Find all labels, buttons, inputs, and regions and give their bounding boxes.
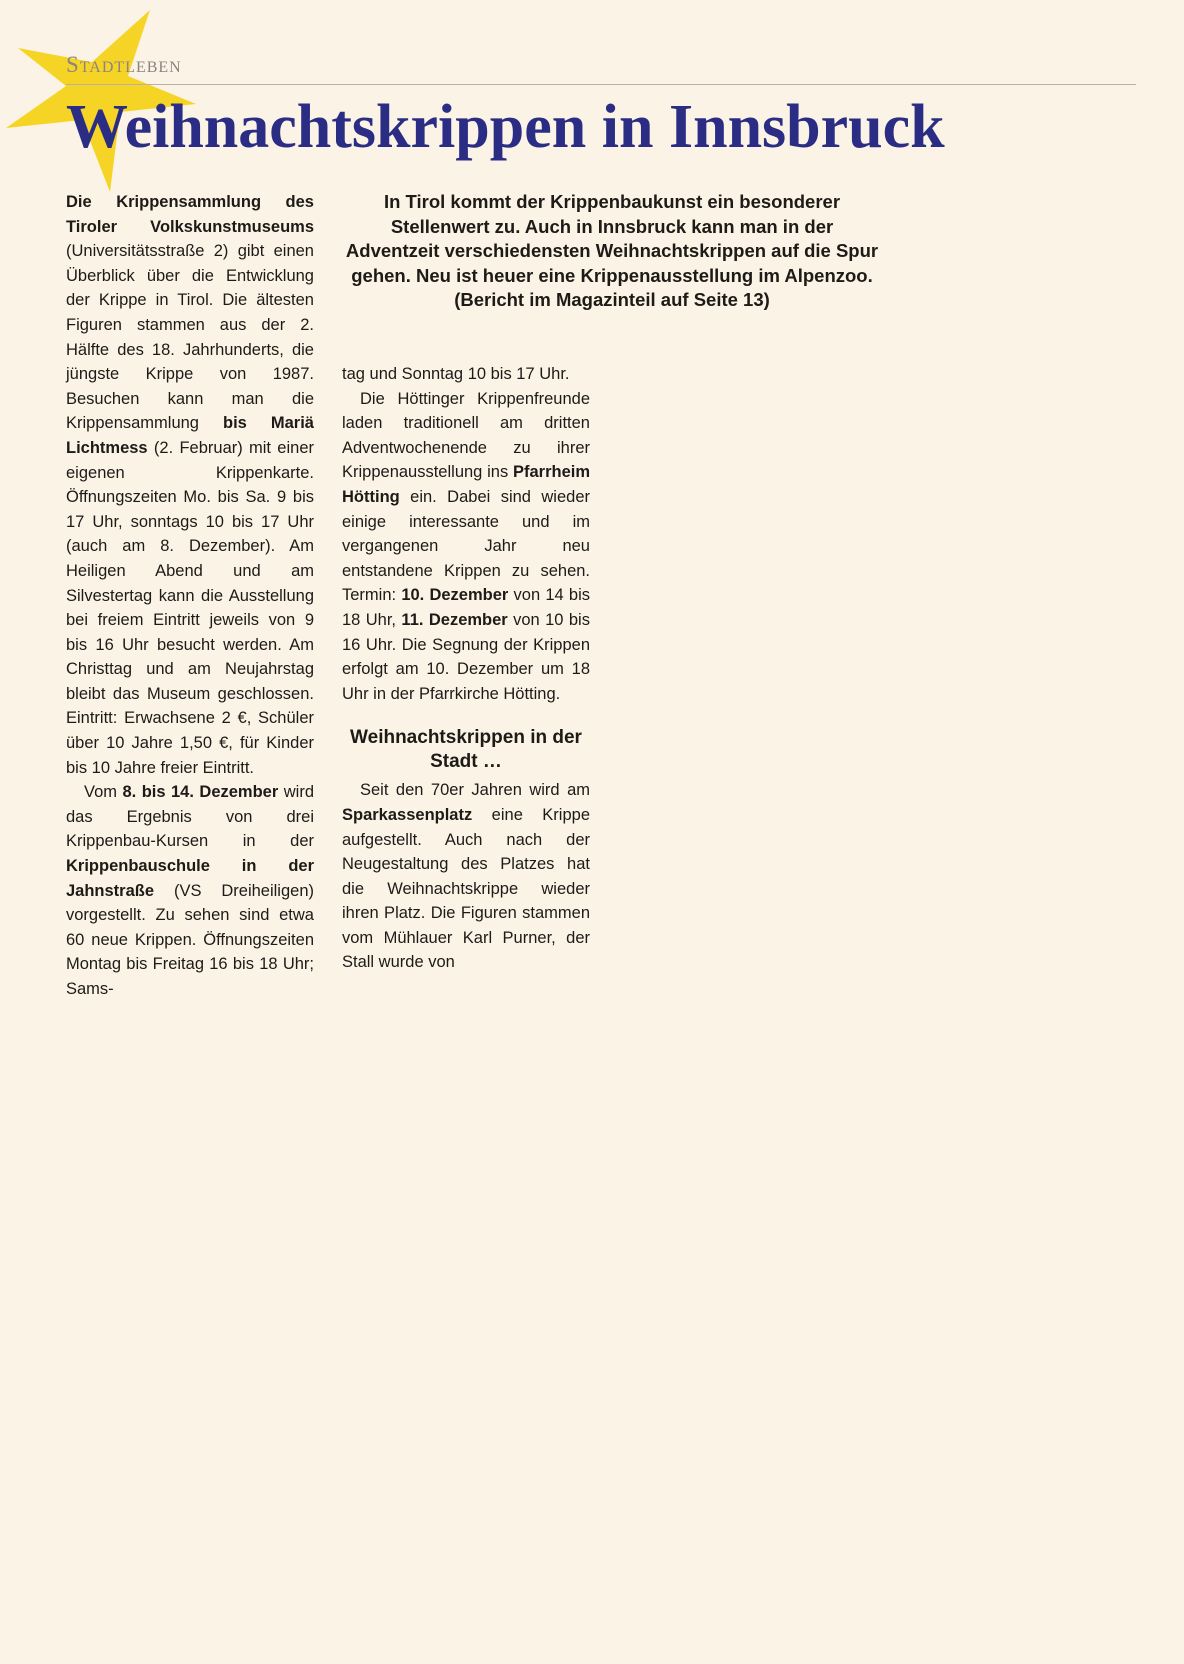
paragraph: Die Krippensammlung des Tiroler Volkskunstmuseums (Universitätsstraße 2) gibt einen Überblick über die Entwicklung der Krippe in Tirol. Die ältesten Figuren stammen aus der 2. Hälfte des 18. Jahrhunderts, die jüngste Krippe von 1987. Besuchen kann man die Krippensammlung bis Mariä Lichtmess (2. Februar) mit einer eigenen Krippenkarte. Öffnungszeiten Mo. bis Sa. 9 bis 17 Uhr, sonntags 10 bis 17 Uhr (auch am 8. Dezember). Am Heiligen Abend und am Silvestertag kann die Ausstellung bei freiem Eintritt jeweils von 9 bis 16 Uhr besucht werden. Am Christtag und am Neujahrstag bleibt das Museum geschlossen. Eintritt: Erwachsene 2 €, Schüler über 10 Jahre 1,50 €, für Kinder bis 10 Jahre freier Eintritt. bbox=[66, 193, 314, 777]
article-intro: In Tirol kommt der Krippenbaukunst ein besonderer Stellenwert zu. Auch in Innsbruck kann man in der Adventzeit verschiedensten Weihnachtskrippen auf die Spur gehen. Neu ist heuer eine Krippenausstellung im Alpenzoo. (Bericht im Magazinteil auf Seite 13) bbox=[345, 191, 879, 310]
paragraph: Seit den 70er Jahren wird am Sparkassenplatz eine Krippe aufgestellt. Auch nach der Neugestaltung des Platzes hat die Weihnachtskrippe wieder ihren Platz. Die Figuren stammen vom Mühlauer Karl Purner, der Stall wurde von bbox=[342, 781, 590, 972]
section-label: Stadtleben bbox=[66, 52, 182, 77]
article-headline: Weihnachtskrippen in Innsbruck bbox=[66, 93, 945, 161]
paragraph: Vom 8. bis 14. Dezember wird das Ergebnis von drei Krippenbau-Kursen in der Krippenbauschule in der Jahnstraße (VS Dreiheiligen) vorgestellt. Zu sehen sind etwa 60 neue Krippen. Öffnungszeiten Montag bis Freitag 16 bis 18 Uhr; Sams- bbox=[66, 783, 314, 998]
subheading: Weihnachtskrippen in der Stadt … bbox=[350, 727, 582, 773]
article-column-1 bbox=[66, 190, 314, 1002]
paragraph: tag und Sonntag 10 bis 17 Uhr. bbox=[342, 365, 570, 383]
paragraph: Die Höttinger Krippenfreunde laden traditionell am dritten Adventwochenende zu ihrer Krippenausstellung ins Pfarrheim Hötting ein. Dabei sind wieder einige interessante und im vergangenen Jahr neu entstandene Krippen zu sehen. Termin: 10. Dezember von 14 bis 18 Uhr, 11. Dezember von 10 bis 16 Uhr. Die Segnung der Krippen erfolgt am 10. Dezember um 18 Uhr in der Pfarrkirche Hötting. bbox=[342, 389, 590, 703]
article-column-2 bbox=[342, 362, 590, 975]
header-rule bbox=[66, 84, 1136, 85]
